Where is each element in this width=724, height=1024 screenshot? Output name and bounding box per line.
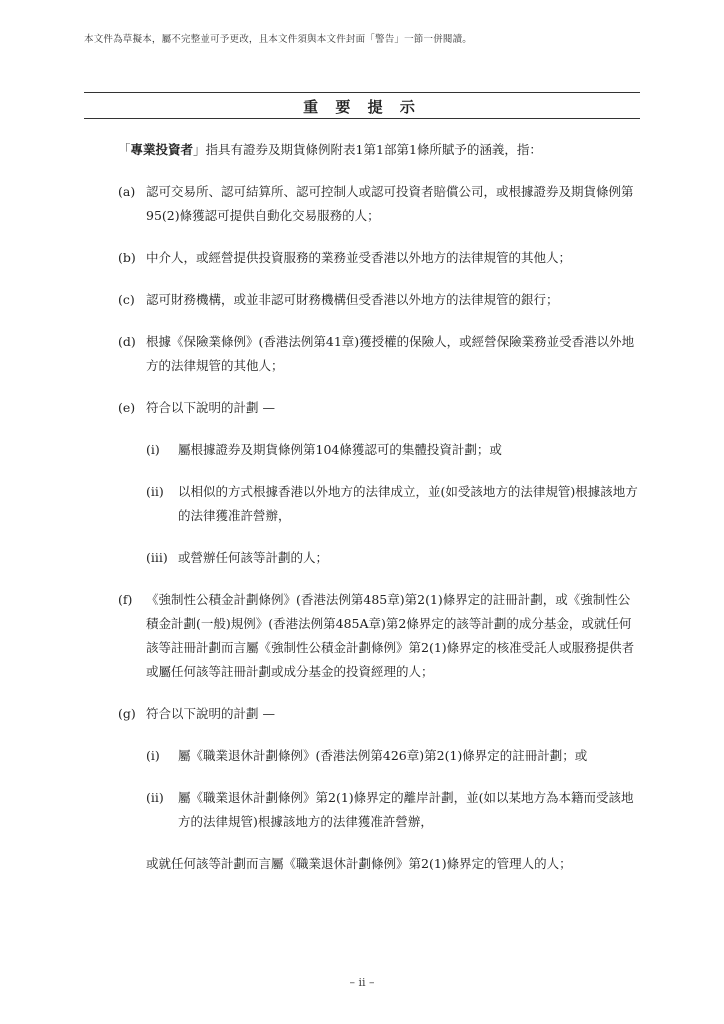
sub-item-text: 或營辦任何該等計劃的人； [178, 550, 329, 565]
draft-notice: 本文件為草擬本，屬不完整並可予更改，且本文件須與本文件封面「警告」一節一併閱讀。 [84, 34, 473, 45]
intro-open-quote: 「 [118, 142, 131, 157]
closing-paragraph: 或就任何該等計劃而言屬《職業退休計劃條例》第2(1)條界定的管理人的人； [146, 856, 572, 871]
section-title: 重 要 提 示 [303, 98, 421, 116]
sub-item-marker: (ii) [146, 790, 164, 805]
sub-item-i [146, 438, 640, 462]
bottom-rule [84, 118, 640, 119]
item-marker: (e) [118, 400, 136, 415]
list-item-e [118, 396, 640, 570]
item-marker: (c) [118, 292, 135, 307]
item-text: 根據《保險業條例》(香港法例第41章)獲授權的保險人，或經營保險業務並受香港以外地方的法律規管的其他人； [146, 334, 635, 373]
list-item-c [118, 288, 640, 312]
list-item-a [118, 180, 640, 228]
sub-item-text: 以相似的方式根據香港以外地方的法律成立，並(如受該地方的法律規管)根據該地方的法律獲准許營辦， [178, 484, 638, 523]
list-item-f [118, 588, 640, 684]
sub-item-text: 屬《職業退休計劃條例》第2(1)條界定的離岸計劃，並(如以某地方為本籍而受該地方的法律規管)根據該地方的法律獲准許營辦， [178, 790, 634, 829]
sub-item-text: 屬根據證券及期貨條例第104條獲認可的集體投資計劃；或 [178, 442, 502, 457]
document-body [118, 138, 640, 894]
sub-item-text: 屬《職業退休計劃條例》(香港法例第426章)第2(1)條界定的註冊計劃；或 [178, 748, 588, 763]
sub-item-marker: (i) [146, 748, 160, 763]
sub-item-iii [146, 546, 640, 570]
item-text: 認可交易所、認可結算所、認可控制人或認可投資者賠償公司，或根據證券及期貨條例第95(2)條獲認可提供自動化交易服務的人； [146, 184, 634, 223]
page-number: – ii – [349, 976, 375, 989]
item-marker: (f) [118, 592, 133, 607]
item-marker: (d) [118, 334, 136, 349]
top-rule [84, 92, 640, 93]
sub-list [146, 744, 640, 834]
sub-item-i [146, 744, 640, 768]
item-marker: (b) [118, 250, 136, 265]
sub-item-marker: (iii) [146, 550, 168, 565]
list-item-d [118, 330, 640, 378]
list-item-b [118, 246, 640, 270]
defined-term: 專業投資者 [130, 142, 194, 157]
sub-item-ii [146, 480, 640, 528]
intro-text: 」指具有證券及期貨條例附表1第1部第1條所賦予的涵義，指： [193, 142, 542, 157]
sub-list [146, 438, 640, 570]
item-text: 《強制性公積金計劃條例》(香港法例第485章)第2(1)條界定的註冊計劃，或《強制性公積金計劃(一般)規例》(香港法例第485A章)第2條界定的該等計劃的成分基金，或就任何該等註冊計劃而言屬《強制性公積金計劃條例》第2(1)條界定的核准受託人或服務提供者或屬任何該等註冊計劃或成分基金的投資經理的人； [146, 592, 635, 679]
intro-paragraph [118, 138, 640, 162]
sub-item-marker: (i) [146, 442, 160, 457]
sub-item-ii [146, 786, 640, 834]
item-text: 符合以下說明的計劃 — [146, 400, 275, 415]
item-marker: (a) [118, 184, 136, 199]
sub-item-marker: (ii) [146, 484, 164, 499]
item-marker: (g) [118, 706, 136, 721]
item-text: 符合以下說明的計劃 — [146, 706, 275, 721]
item-text: 認可財務機構，或並非認可財務機構但受香港以外地方的法律規管的銀行； [146, 292, 559, 307]
item-text: 中介人，或經營提供投資服務的業務並受香港以外地方的法律規管的其他人； [146, 250, 572, 265]
list-item-g [118, 702, 640, 834]
